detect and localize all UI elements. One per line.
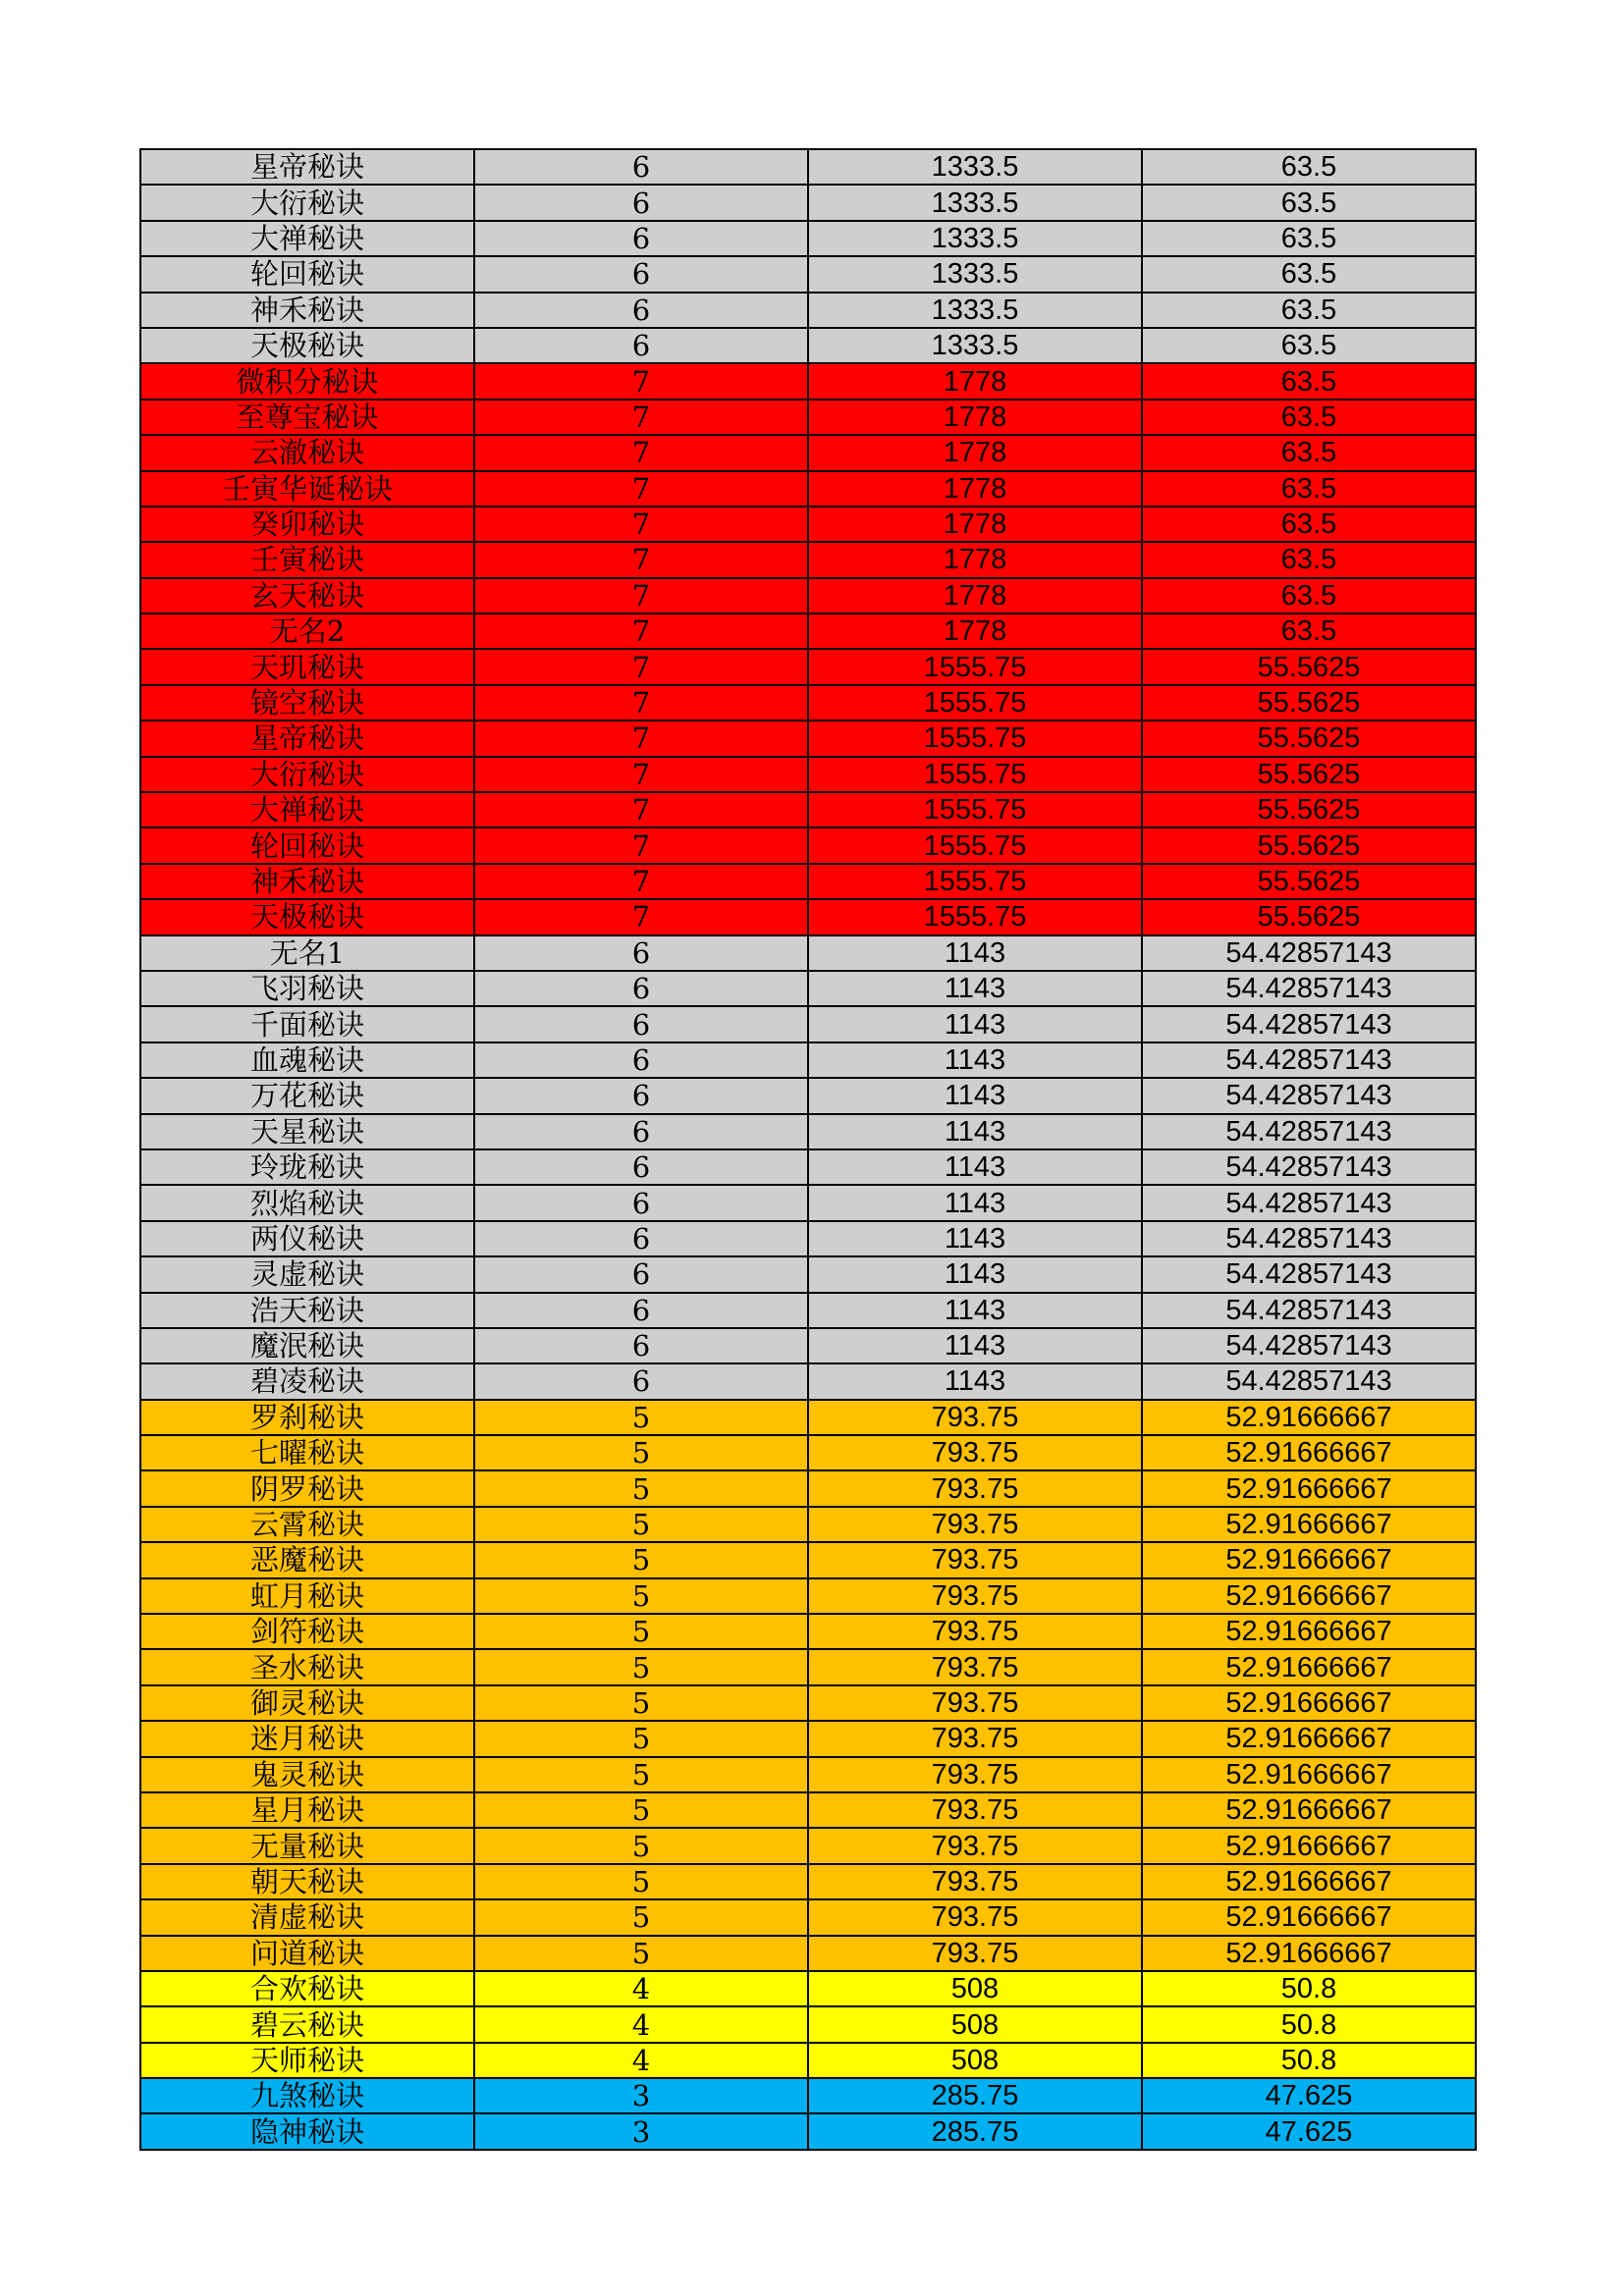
- skill-name-cell: 九煞秘诀: [140, 2078, 474, 2113]
- table-row: [140, 971, 1476, 1006]
- table-row: [140, 328, 1476, 363]
- level-cell: 7: [474, 542, 808, 577]
- skill-name-cell: 壬寅秘诀: [140, 542, 474, 577]
- cost-cell: 1778: [808, 614, 1142, 649]
- skill-name-cell: 镜空秘诀: [140, 685, 474, 721]
- table-row: [140, 1792, 1476, 1828]
- ratio-cell: 52.91666667: [1142, 1578, 1476, 1614]
- table-row: [140, 1185, 1476, 1220]
- table-row: [140, 1400, 1476, 1435]
- cost-cell: 1143: [808, 1042, 1142, 1078]
- skill-name-cell: 无名2: [140, 614, 474, 649]
- level-cell: 6: [474, 328, 808, 363]
- skill-name-cell: 大禅秘诀: [140, 221, 474, 256]
- skill-name-cell: 神禾秘诀: [140, 864, 474, 899]
- table-row: [140, 1757, 1476, 1792]
- ratio-cell: 63.5: [1142, 185, 1476, 220]
- level-cell: 7: [474, 828, 808, 863]
- ratio-cell: 52.91666667: [1142, 1685, 1476, 1721]
- table-row: [140, 293, 1476, 328]
- cost-cell: 793.75: [808, 1649, 1142, 1684]
- skill-name-cell: 星帝秘诀: [140, 721, 474, 756]
- table-row: [140, 1864, 1476, 1899]
- skill-name-cell: 微积分秘诀: [140, 363, 474, 399]
- level-cell: 5: [474, 1400, 808, 1435]
- table-row: [140, 1435, 1476, 1470]
- cost-cell: 1555.75: [808, 864, 1142, 899]
- cost-cell: 1333.5: [808, 256, 1142, 292]
- skill-name-cell: 大禅秘诀: [140, 792, 474, 828]
- ratio-cell: 52.91666667: [1142, 1936, 1476, 1971]
- cost-cell: 508: [808, 2006, 1142, 2042]
- skill-name-cell: 血魂秘诀: [140, 1042, 474, 1078]
- skill-name-cell: 烈焰秘诀: [140, 1185, 474, 1220]
- table-row: [140, 1721, 1476, 1756]
- cost-cell: 1143: [808, 1078, 1142, 1113]
- skill-name-cell: 灵虚秘诀: [140, 1256, 474, 1292]
- skill-name-cell: 无名1: [140, 935, 474, 971]
- cost-cell: 1555.75: [808, 757, 1142, 792]
- level-cell: 5: [474, 1435, 808, 1470]
- table-row: [140, 2113, 1476, 2149]
- table-row: [140, 1328, 1476, 1363]
- level-cell: 7: [474, 649, 808, 684]
- ratio-cell: 54.42857143: [1142, 1042, 1476, 1078]
- skill-name-cell: 万花秘诀: [140, 1078, 474, 1113]
- cost-cell: 508: [808, 2043, 1142, 2078]
- level-cell: 3: [474, 2078, 808, 2113]
- cost-cell: 1143: [808, 1006, 1142, 1041]
- level-cell: 7: [474, 614, 808, 649]
- skill-name-cell: 合欢秘诀: [140, 1971, 474, 2006]
- cost-cell: 1778: [808, 400, 1142, 435]
- ratio-cell: 52.91666667: [1142, 1828, 1476, 1863]
- ratio-cell: 63.5: [1142, 256, 1476, 292]
- ratio-cell: 54.42857143: [1142, 971, 1476, 1006]
- skill-name-cell: 天师秘诀: [140, 2043, 474, 2078]
- level-cell: 7: [474, 471, 808, 507]
- cost-cell: 793.75: [808, 1792, 1142, 1828]
- skill-name-cell: 天极秘诀: [140, 899, 474, 934]
- ratio-cell: 63.5: [1142, 542, 1476, 577]
- skill-name-cell: 神禾秘诀: [140, 293, 474, 328]
- table-body: [140, 149, 1476, 2150]
- table-row: [140, 1614, 1476, 1649]
- level-cell: 5: [474, 1542, 808, 1577]
- skill-name-cell: 千面秘诀: [140, 1006, 474, 1041]
- cost-cell: 1143: [808, 1114, 1142, 1149]
- ratio-cell: 63.5: [1142, 293, 1476, 328]
- ratio-cell: 52.91666667: [1142, 1792, 1476, 1828]
- skill-name-cell: 圣水秘诀: [140, 1649, 474, 1684]
- table-row: [140, 1293, 1476, 1328]
- level-cell: 6: [474, 1363, 808, 1399]
- table-row: [140, 828, 1476, 863]
- cost-cell: 793.75: [808, 1507, 1142, 1542]
- skill-name-cell: 天玑秘诀: [140, 649, 474, 684]
- ratio-cell: 50.8: [1142, 1971, 1476, 2006]
- level-cell: 6: [474, 1078, 808, 1113]
- level-cell: 5: [474, 1721, 808, 1756]
- level-cell: 7: [474, 507, 808, 542]
- cost-cell: 1555.75: [808, 828, 1142, 863]
- cost-cell: 1778: [808, 542, 1142, 577]
- cost-cell: 1143: [808, 1293, 1142, 1328]
- cost-cell: 508: [808, 1971, 1142, 2006]
- table-row: [140, 1828, 1476, 1863]
- table-row: [140, 471, 1476, 507]
- level-cell: 5: [474, 1864, 808, 1899]
- cost-cell: 1555.75: [808, 685, 1142, 721]
- table-row: [140, 507, 1476, 542]
- ratio-cell: 54.42857143: [1142, 1078, 1476, 1113]
- level-cell: 5: [474, 1828, 808, 1863]
- level-cell: 6: [474, 149, 808, 185]
- cost-cell: 1555.75: [808, 721, 1142, 756]
- ratio-cell: 52.91666667: [1142, 1721, 1476, 1756]
- table-row: [140, 578, 1476, 614]
- cost-cell: 1555.75: [808, 649, 1142, 684]
- cost-cell: 793.75: [808, 1936, 1142, 1971]
- table-row: [140, 1149, 1476, 1185]
- cost-cell: 1778: [808, 471, 1142, 507]
- ratio-cell: 54.42857143: [1142, 935, 1476, 971]
- cost-cell: 793.75: [808, 1578, 1142, 1614]
- skill-name-cell: 云霄秘诀: [140, 1507, 474, 1542]
- ratio-cell: 52.91666667: [1142, 1435, 1476, 1470]
- cost-cell: 793.75: [808, 1542, 1142, 1577]
- ratio-cell: 52.91666667: [1142, 1757, 1476, 1792]
- cost-cell: 1333.5: [808, 185, 1142, 220]
- skill-name-cell: 壬寅华诞秘诀: [140, 471, 474, 507]
- level-cell: 7: [474, 757, 808, 792]
- level-cell: 4: [474, 2006, 808, 2042]
- ratio-cell: 52.91666667: [1142, 1542, 1476, 1577]
- level-cell: 7: [474, 899, 808, 934]
- cost-cell: 1778: [808, 435, 1142, 470]
- table-row: [140, 400, 1476, 435]
- cost-cell: 1143: [808, 1363, 1142, 1399]
- ratio-cell: 55.5625: [1142, 899, 1476, 934]
- table-row: [140, 1542, 1476, 1577]
- skill-name-cell: 御灵秘诀: [140, 1685, 474, 1721]
- ratio-cell: 63.5: [1142, 363, 1476, 399]
- data-table: [139, 148, 1477, 2151]
- skill-name-cell: 问道秘诀: [140, 1936, 474, 1971]
- level-cell: 4: [474, 2043, 808, 2078]
- cost-cell: 1143: [808, 1256, 1142, 1292]
- level-cell: 7: [474, 864, 808, 899]
- ratio-cell: 54.42857143: [1142, 1114, 1476, 1149]
- cost-cell: 1333.5: [808, 328, 1142, 363]
- table-row: [140, 221, 1476, 256]
- table-row: [140, 614, 1476, 649]
- level-cell: 6: [474, 185, 808, 220]
- level-cell: 5: [474, 1792, 808, 1828]
- table-row: [140, 864, 1476, 899]
- ratio-cell: 52.91666667: [1142, 1470, 1476, 1506]
- ratio-cell: 63.5: [1142, 400, 1476, 435]
- level-cell: 5: [474, 1614, 808, 1649]
- ratio-cell: 54.42857143: [1142, 1185, 1476, 1220]
- ratio-cell: 54.42857143: [1142, 1221, 1476, 1256]
- table-row: [140, 1578, 1476, 1614]
- level-cell: 7: [474, 792, 808, 828]
- table-row: [140, 1971, 1476, 2006]
- table-row: [140, 1256, 1476, 1292]
- table-row: [140, 1685, 1476, 1721]
- skill-name-cell: 星月秘诀: [140, 1792, 474, 1828]
- level-cell: 6: [474, 221, 808, 256]
- ratio-cell: 63.5: [1142, 578, 1476, 614]
- level-cell: 6: [474, 1006, 808, 1041]
- level-cell: 7: [474, 435, 808, 470]
- level-cell: 7: [474, 685, 808, 721]
- skill-name-cell: 剑符秘诀: [140, 1614, 474, 1649]
- ratio-cell: 54.42857143: [1142, 1293, 1476, 1328]
- ratio-cell: 52.91666667: [1142, 1614, 1476, 1649]
- ratio-cell: 55.5625: [1142, 792, 1476, 828]
- ratio-cell: 63.5: [1142, 614, 1476, 649]
- skill-name-cell: 清虚秘诀: [140, 1899, 474, 1935]
- skill-name-cell: 恶魔秘诀: [140, 1542, 474, 1577]
- cost-cell: 1333.5: [808, 293, 1142, 328]
- ratio-cell: 47.625: [1142, 2113, 1476, 2149]
- ratio-cell: 52.91666667: [1142, 1899, 1476, 1935]
- level-cell: 5: [474, 1899, 808, 1935]
- skill-name-cell: 七曜秘诀: [140, 1435, 474, 1470]
- skill-name-cell: 浩天秘诀: [140, 1293, 474, 1328]
- table-row: [140, 1470, 1476, 1506]
- ratio-cell: 55.5625: [1142, 649, 1476, 684]
- cost-cell: 793.75: [808, 1828, 1142, 1863]
- skill-name-cell: 罗刹秘诀: [140, 1400, 474, 1435]
- ratio-cell: 52.91666667: [1142, 1864, 1476, 1899]
- ratio-cell: 50.8: [1142, 2043, 1476, 2078]
- cost-cell: 1143: [808, 1185, 1142, 1220]
- skill-name-cell: 大衍秘诀: [140, 185, 474, 220]
- cost-cell: 793.75: [808, 1864, 1142, 1899]
- ratio-cell: 55.5625: [1142, 757, 1476, 792]
- ratio-cell: 52.91666667: [1142, 1507, 1476, 1542]
- cost-cell: 793.75: [808, 1400, 1142, 1435]
- table-row: [140, 542, 1476, 577]
- ratio-cell: 63.5: [1142, 435, 1476, 470]
- ratio-cell: 55.5625: [1142, 685, 1476, 721]
- skill-name-cell: 轮回秘诀: [140, 828, 474, 863]
- table-row: [140, 721, 1476, 756]
- ratio-cell: 63.5: [1142, 471, 1476, 507]
- cost-cell: 1143: [808, 1328, 1142, 1363]
- cost-cell: 793.75: [808, 1721, 1142, 1756]
- level-cell: 5: [474, 1936, 808, 1971]
- table-row: [140, 1221, 1476, 1256]
- table-row: [140, 1006, 1476, 1041]
- ratio-cell: 63.5: [1142, 149, 1476, 185]
- skill-name-cell: 虹月秘诀: [140, 1578, 474, 1614]
- cost-cell: 285.75: [808, 2078, 1142, 2113]
- table-row: [140, 649, 1476, 684]
- cost-cell: 793.75: [808, 1470, 1142, 1506]
- cost-cell: 1143: [808, 1221, 1142, 1256]
- skill-name-cell: 碧凌秘诀: [140, 1363, 474, 1399]
- table-row: [140, 185, 1476, 220]
- level-cell: 6: [474, 256, 808, 292]
- level-cell: 6: [474, 1328, 808, 1363]
- cost-cell: 285.75: [808, 2113, 1142, 2149]
- ratio-cell: 63.5: [1142, 328, 1476, 363]
- level-cell: 6: [474, 1042, 808, 1078]
- skill-name-cell: 轮回秘诀: [140, 256, 474, 292]
- skill-name-cell: 鬼灵秘诀: [140, 1757, 474, 1792]
- table-row: [140, 1507, 1476, 1542]
- cost-cell: 1778: [808, 363, 1142, 399]
- table-row: [140, 1078, 1476, 1113]
- cost-cell: 793.75: [808, 1435, 1142, 1470]
- cost-cell: 1143: [808, 935, 1142, 971]
- level-cell: 5: [474, 1757, 808, 1792]
- skill-name-cell: 至尊宝秘诀: [140, 400, 474, 435]
- ratio-cell: 55.5625: [1142, 864, 1476, 899]
- table-row: [140, 2043, 1476, 2078]
- skill-name-cell: 迷月秘诀: [140, 1721, 474, 1756]
- skill-name-cell: 癸卯秘诀: [140, 507, 474, 542]
- ratio-cell: 54.42857143: [1142, 1256, 1476, 1292]
- table-row: [140, 1114, 1476, 1149]
- table-row: [140, 935, 1476, 971]
- table-row: [140, 149, 1476, 185]
- cost-cell: 793.75: [808, 1614, 1142, 1649]
- skill-name-cell: 星帝秘诀: [140, 149, 474, 185]
- level-cell: 5: [474, 1578, 808, 1614]
- table-row: [140, 435, 1476, 470]
- skill-name-cell: 隐神秘诀: [140, 2113, 474, 2149]
- ratio-cell: 54.42857143: [1142, 1006, 1476, 1041]
- table-row: [140, 2078, 1476, 2113]
- level-cell: 6: [474, 1293, 808, 1328]
- skill-name-cell: 大衍秘诀: [140, 757, 474, 792]
- cost-cell: 1555.75: [808, 899, 1142, 934]
- level-cell: 5: [474, 1507, 808, 1542]
- level-cell: 5: [474, 1470, 808, 1506]
- table-row: [140, 1363, 1476, 1399]
- ratio-cell: 54.42857143: [1142, 1149, 1476, 1185]
- table-row: [140, 685, 1476, 721]
- table-row: [140, 2006, 1476, 2042]
- level-cell: 4: [474, 1971, 808, 2006]
- table-row: [140, 1042, 1476, 1078]
- level-cell: 6: [474, 971, 808, 1006]
- level-cell: 5: [474, 1685, 808, 1721]
- skill-name-cell: 阴罗秘诀: [140, 1470, 474, 1506]
- level-cell: 7: [474, 721, 808, 756]
- ratio-cell: 63.5: [1142, 221, 1476, 256]
- skill-name-cell: 朝天秘诀: [140, 1864, 474, 1899]
- level-cell: 7: [474, 363, 808, 399]
- level-cell: 6: [474, 1221, 808, 1256]
- ratio-cell: 63.5: [1142, 507, 1476, 542]
- level-cell: 7: [474, 400, 808, 435]
- ratio-cell: 54.42857143: [1142, 1363, 1476, 1399]
- ratio-cell: 55.5625: [1142, 828, 1476, 863]
- level-cell: 7: [474, 578, 808, 614]
- table-row: [140, 256, 1476, 292]
- table-row: [140, 899, 1476, 934]
- ratio-cell: 55.5625: [1142, 721, 1476, 756]
- level-cell: 6: [474, 1256, 808, 1292]
- skill-name-cell: 玄天秘诀: [140, 578, 474, 614]
- level-cell: 6: [474, 293, 808, 328]
- table-row: [140, 363, 1476, 399]
- ratio-cell: 54.42857143: [1142, 1328, 1476, 1363]
- cost-cell: 1778: [808, 578, 1142, 614]
- skill-name-cell: 玲珑秘诀: [140, 1149, 474, 1185]
- level-cell: 6: [474, 1185, 808, 1220]
- cost-cell: 1555.75: [808, 792, 1142, 828]
- ratio-cell: 52.91666667: [1142, 1649, 1476, 1684]
- cost-cell: 1333.5: [808, 149, 1142, 185]
- table-row: [140, 1649, 1476, 1684]
- table-row: [140, 757, 1476, 792]
- skill-name-cell: 碧云秘诀: [140, 2006, 474, 2042]
- ratio-cell: 47.625: [1142, 2078, 1476, 2113]
- level-cell: 6: [474, 935, 808, 971]
- cost-cell: 793.75: [808, 1685, 1142, 1721]
- skill-name-cell: 天极秘诀: [140, 328, 474, 363]
- table-row: [140, 1936, 1476, 1971]
- ratio-cell: 50.8: [1142, 2006, 1476, 2042]
- level-cell: 5: [474, 1649, 808, 1684]
- skill-name-cell: 两仪秘诀: [140, 1221, 474, 1256]
- level-cell: 6: [474, 1114, 808, 1149]
- cost-cell: 1143: [808, 971, 1142, 1006]
- cost-cell: 1143: [808, 1149, 1142, 1185]
- skill-name-cell: 飞羽秘诀: [140, 971, 474, 1006]
- skill-name-cell: 无量秘诀: [140, 1828, 474, 1863]
- skill-name-cell: 云澈秘诀: [140, 435, 474, 470]
- level-cell: 3: [474, 2113, 808, 2149]
- table-row: [140, 792, 1476, 828]
- cost-cell: 793.75: [808, 1757, 1142, 1792]
- cost-cell: 1333.5: [808, 221, 1142, 256]
- table-row: [140, 1899, 1476, 1935]
- cost-cell: 793.75: [808, 1899, 1142, 1935]
- skill-name-cell: 魔泯秘诀: [140, 1328, 474, 1363]
- cost-cell: 1778: [808, 507, 1142, 542]
- skill-name-cell: 天星秘诀: [140, 1114, 474, 1149]
- ratio-cell: 52.91666667: [1142, 1400, 1476, 1435]
- level-cell: 6: [474, 1149, 808, 1185]
